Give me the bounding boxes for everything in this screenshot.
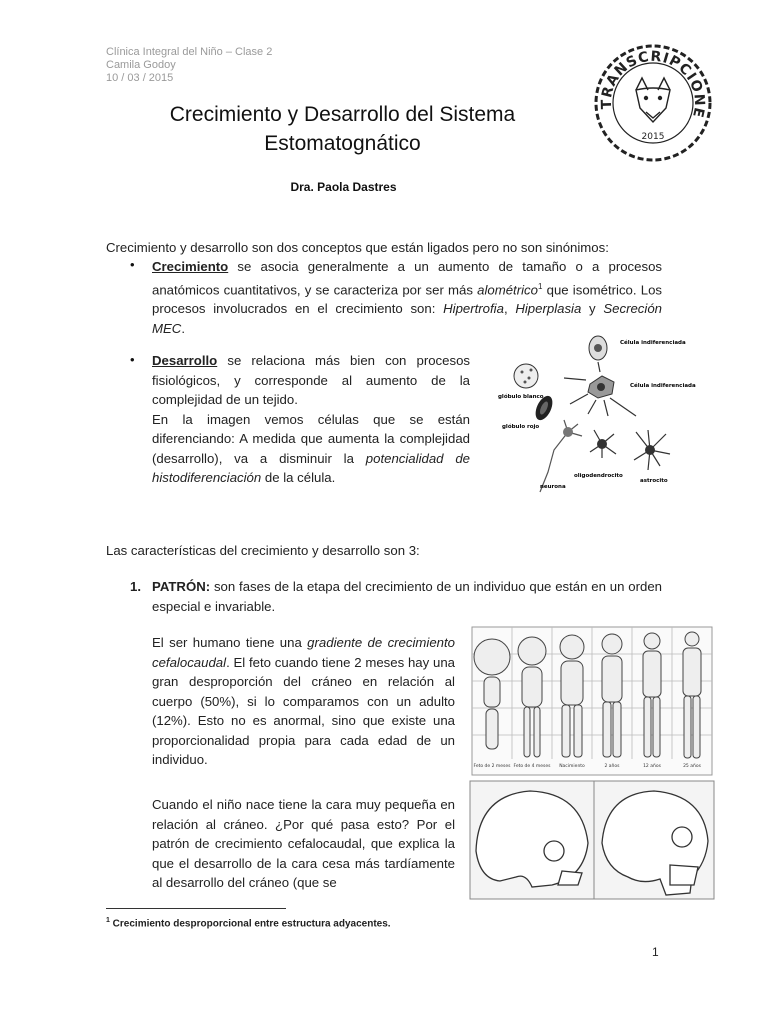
- caption-25-anos: 25 años: [683, 764, 701, 769]
- skull-comparison-figure: [470, 781, 714, 899]
- caption-2-anos: 2 años: [604, 764, 620, 769]
- caption-12-anos: 12 años: [643, 764, 661, 769]
- bullet-desarrollo: Desarrollo se relaciona más bien con procesos fisiológicos, y corresponde al aumento de la complejidad de un tejido. En la imagen vemos células que se están diferenciando: A medida que aumenta la complejidad (desarrollo), va a disminuir la potencialidad de histodiferenciación de la célula.: [152, 353, 470, 485]
- label-astrocito: astrocito: [640, 478, 668, 484]
- intro-text: Crecimiento y desarrollo son dos conceptos que están ligados pero no son sinónimos:: [106, 240, 609, 255]
- caption-feto-4: Feto de 4 meses: [513, 764, 551, 769]
- item-number: 1.: [130, 579, 141, 594]
- label-celula2: Célula indiferenciada: [630, 383, 696, 389]
- page-number: 1: [652, 945, 659, 959]
- label-globulo-rojo: glóbulo rojo: [502, 424, 540, 430]
- label-neurona: neurona: [540, 484, 566, 490]
- stamp-year: 2015: [641, 132, 665, 142]
- stamp-text: TRANSCRIPCIONE: [598, 48, 708, 120]
- course-header: Clínica Integral del Niño – Clase 2: [106, 46, 273, 58]
- label-celula1: Célula indiferenciada: [620, 340, 686, 346]
- caption-feto-2: Feto de 2 meses: [473, 764, 511, 769]
- svg-text:TRANSCRIPCIONES: [592, 42, 707, 120]
- student-name: Camila Godoy: [106, 59, 176, 71]
- footnote-separator: [106, 908, 286, 909]
- item-patron: PATRÓN: son fases de la etapa del crecimiento de un individuo que están en un orden especial e invariable.: [152, 579, 662, 614]
- caption-nacimiento: Nacimiento: [559, 764, 585, 769]
- transcripciones-stamp: [592, 42, 714, 164]
- bullet-crecimiento: Crecimiento se asocia generalmente a un aumento de tamaño o a procesos anatómicos cuantitativos, y se caracteriza por ser más alométrico$^1$ que isométrico. Los procesos involucrados en el crecimiento son: Hipertrofia, Hiperplasia y Secreción MEC.: [152, 259, 663, 336]
- label-globulo-blanco: glóbulo blanco: [498, 394, 544, 400]
- date: 10 / 03 / 2015: [106, 72, 174, 84]
- label-oligodendrocito: oligodendrocito: [574, 473, 623, 479]
- paragraph-cefalocaudal: El ser humano tiene una gradiente de crecimiento cefalocaudal. El feto cuando tiene 2 meses hay una gran desproporción del cráneo en relación al cuerpo (50%), si lo comparamos con un adulto (12%). Esto no es anormal, sino que existe una proporcionalidad propia para cada edad de un individuo.: [152, 635, 455, 767]
- characteristics-intro: Las características del crecimiento y desarrollo son 3:: [106, 543, 420, 558]
- footnote: $^1$ Crecimiento desproporcional entre estructura adyacentes.: [106, 917, 391, 930]
- cell-differentiation-figure: [498, 332, 696, 502]
- page-title: Crecimiento y Desarrollo del Sistema Estomatognático: [169, 103, 516, 155]
- bullet-dot: •: [130, 352, 135, 367]
- author: Dra. Paola Dastres: [290, 180, 397, 194]
- paragraph-cara: Cuando el niño nace tiene la cara muy pequeña en relación al cráneo. ¿Por qué pasa esto? Por el patrón de crecimiento cefalocaudal, que explica la que el desarrollo de la cara cesa más tardíamente al desarrollo del cráneo (que se: [152, 797, 455, 890]
- body-proportions-figure: [472, 627, 712, 775]
- bullet-dot: •: [130, 257, 135, 272]
